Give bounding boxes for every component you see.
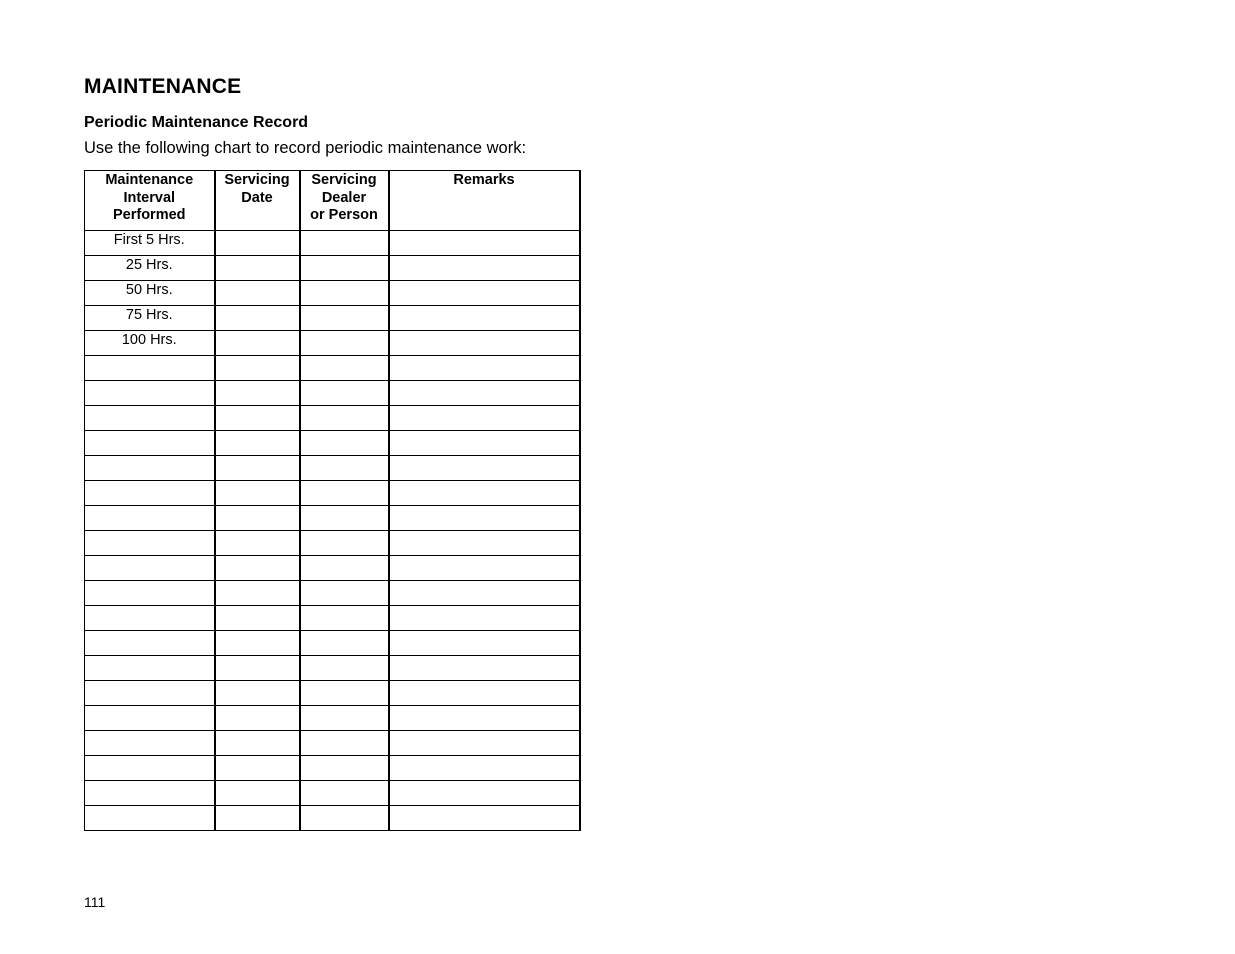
- header-line: Remarks: [453, 172, 515, 188]
- cell-servicing-date: [215, 556, 300, 581]
- cell-servicing-dealer: [300, 581, 389, 606]
- cell-interval: [85, 631, 215, 656]
- maintenance-record-table: [84, 170, 581, 831]
- cell-remarks: [389, 356, 580, 381]
- cell-interval: [85, 381, 215, 406]
- cell-servicing-date: [215, 756, 300, 781]
- cell-interval: 75 Hrs.: [85, 306, 215, 331]
- cell-remarks: [389, 331, 580, 356]
- cell-interval: First 5 Hrs.: [85, 231, 215, 256]
- cell-interval: [85, 756, 215, 781]
- cell-interval: [85, 656, 215, 681]
- intro-text: Use the following chart to record periodic maintenance work:: [84, 139, 527, 157]
- table-row: [85, 306, 580, 331]
- cell-interval: 25 Hrs.: [85, 256, 215, 281]
- cell-servicing-dealer: [300, 631, 389, 656]
- cell-remarks: [389, 431, 580, 456]
- cell-servicing-dealer: [300, 481, 389, 506]
- cell-servicing-dealer: [300, 506, 389, 531]
- cell-servicing-dealer: [300, 306, 389, 331]
- cell-servicing-dealer: [300, 331, 389, 356]
- cell-remarks: [389, 581, 580, 606]
- table-row: [85, 331, 580, 356]
- page-number: 111: [84, 894, 106, 910]
- cell-servicing-date: [215, 631, 300, 656]
- cell-interval: [85, 356, 215, 381]
- cell-remarks: [389, 681, 580, 706]
- cell-servicing-dealer: [300, 406, 389, 431]
- table-row: [85, 606, 580, 631]
- cell-servicing-date: [215, 406, 300, 431]
- table-row: [85, 381, 580, 406]
- header-line: or Person: [310, 207, 378, 223]
- cell-servicing-date: [215, 606, 300, 631]
- cell-interval: [85, 706, 215, 731]
- cell-servicing-date: [215, 581, 300, 606]
- cell-servicing-date: [215, 731, 300, 756]
- cell-remarks: [389, 731, 580, 756]
- cell-remarks: [389, 506, 580, 531]
- cell-interval: [85, 781, 215, 806]
- cell-servicing-dealer: [300, 281, 389, 306]
- table-row: [85, 431, 580, 456]
- cell-servicing-dealer: [300, 431, 389, 456]
- header-line: Performed: [112, 207, 186, 223]
- cell-interval: [85, 481, 215, 506]
- cell-remarks: [389, 631, 580, 656]
- cell-interval: [85, 531, 215, 556]
- cell-remarks: [389, 231, 580, 256]
- cell-servicing-date: [215, 656, 300, 681]
- cell-interval: [85, 431, 215, 456]
- cell-servicing-dealer: [300, 656, 389, 681]
- cell-remarks: [389, 706, 580, 731]
- table-row: [85, 356, 580, 381]
- cell-interval: [85, 556, 215, 581]
- cell-remarks: [389, 481, 580, 506]
- table-row: [85, 656, 580, 681]
- cell-servicing-date: [215, 431, 300, 456]
- cell-servicing-dealer: [300, 356, 389, 381]
- header-line: Dealer: [321, 189, 367, 206]
- table-row: [85, 456, 580, 481]
- cell-servicing-dealer: [300, 556, 389, 581]
- cell-servicing-date: [215, 506, 300, 531]
- cell-remarks: [389, 456, 580, 481]
- cell-servicing-date: [215, 806, 300, 831]
- section-title: MAINTENANCE: [84, 75, 242, 98]
- header-servicing-dealer: [300, 171, 389, 231]
- cell-servicing-date: [215, 456, 300, 481]
- header-maintenance-interval: [85, 171, 215, 231]
- cell-servicing-date: [215, 781, 300, 806]
- table-row: [85, 556, 580, 581]
- cell-servicing-dealer: [300, 456, 389, 481]
- cell-servicing-date: [215, 706, 300, 731]
- table-row: [85, 481, 580, 506]
- header-remarks: [389, 171, 580, 231]
- header-line: Servicing: [311, 172, 377, 188]
- cell-remarks: [389, 756, 580, 781]
- cell-servicing-dealer: [300, 806, 389, 831]
- header-line: Servicing: [224, 172, 290, 188]
- cell-remarks: [389, 381, 580, 406]
- table-row: [85, 731, 580, 756]
- cell-interval: [85, 681, 215, 706]
- cell-servicing-date: [215, 256, 300, 281]
- cell-remarks: [389, 306, 580, 331]
- cell-servicing-date: [215, 356, 300, 381]
- cell-interval: 100 Hrs.: [85, 331, 215, 356]
- cell-remarks: [389, 656, 580, 681]
- cell-interval: [85, 806, 215, 831]
- cell-remarks: [389, 531, 580, 556]
- table-row: [85, 531, 580, 556]
- table-row: [85, 706, 580, 731]
- cell-servicing-date: [215, 231, 300, 256]
- table-row: [85, 681, 580, 706]
- table-row: [85, 581, 580, 606]
- cell-servicing-date: [215, 331, 300, 356]
- table-header-row: [85, 171, 580, 231]
- cell-remarks: [389, 256, 580, 281]
- cell-remarks: [389, 406, 580, 431]
- table-row: [85, 281, 580, 306]
- header-servicing-date: [215, 171, 300, 231]
- cell-servicing-dealer: [300, 781, 389, 806]
- subsection-title: Periodic Maintenance Record: [84, 114, 309, 131]
- cell-servicing-date: [215, 481, 300, 506]
- cell-interval: [85, 456, 215, 481]
- table-row: [85, 756, 580, 781]
- cell-servicing-dealer: [300, 606, 389, 631]
- cell-remarks: [389, 606, 580, 631]
- header-line: Maintenance: [105, 172, 194, 188]
- cell-servicing-dealer: [300, 756, 389, 781]
- cell-servicing-dealer: [300, 731, 389, 756]
- cell-remarks: [389, 806, 580, 831]
- table-row: [85, 406, 580, 431]
- table-row: [85, 231, 580, 256]
- cell-servicing-date: [215, 281, 300, 306]
- cell-interval: [85, 606, 215, 631]
- table-row: [85, 256, 580, 281]
- cell-servicing-dealer: [300, 256, 389, 281]
- table-row: [85, 806, 580, 831]
- cell-interval: [85, 506, 215, 531]
- table-row: [85, 631, 580, 656]
- cell-servicing-date: [215, 306, 300, 331]
- table-body: [85, 231, 580, 831]
- table-row: [85, 506, 580, 531]
- header-line: Date: [241, 189, 273, 206]
- cell-servicing-dealer: [300, 231, 389, 256]
- cell-servicing-dealer: [300, 706, 389, 731]
- table-row: [85, 781, 580, 806]
- cell-interval: 50 Hrs.: [85, 281, 215, 306]
- cell-servicing-date: [215, 531, 300, 556]
- cell-remarks: [389, 781, 580, 806]
- cell-remarks: [389, 281, 580, 306]
- cell-servicing-dealer: [300, 531, 389, 556]
- cell-remarks: [389, 556, 580, 581]
- cell-interval: [85, 581, 215, 606]
- cell-servicing-date: [215, 681, 300, 706]
- cell-interval: [85, 731, 215, 756]
- cell-servicing-date: [215, 381, 300, 406]
- header-line: Interval: [123, 189, 176, 206]
- cell-interval: [85, 406, 215, 431]
- cell-servicing-dealer: [300, 381, 389, 406]
- cell-servicing-dealer: [300, 681, 389, 706]
